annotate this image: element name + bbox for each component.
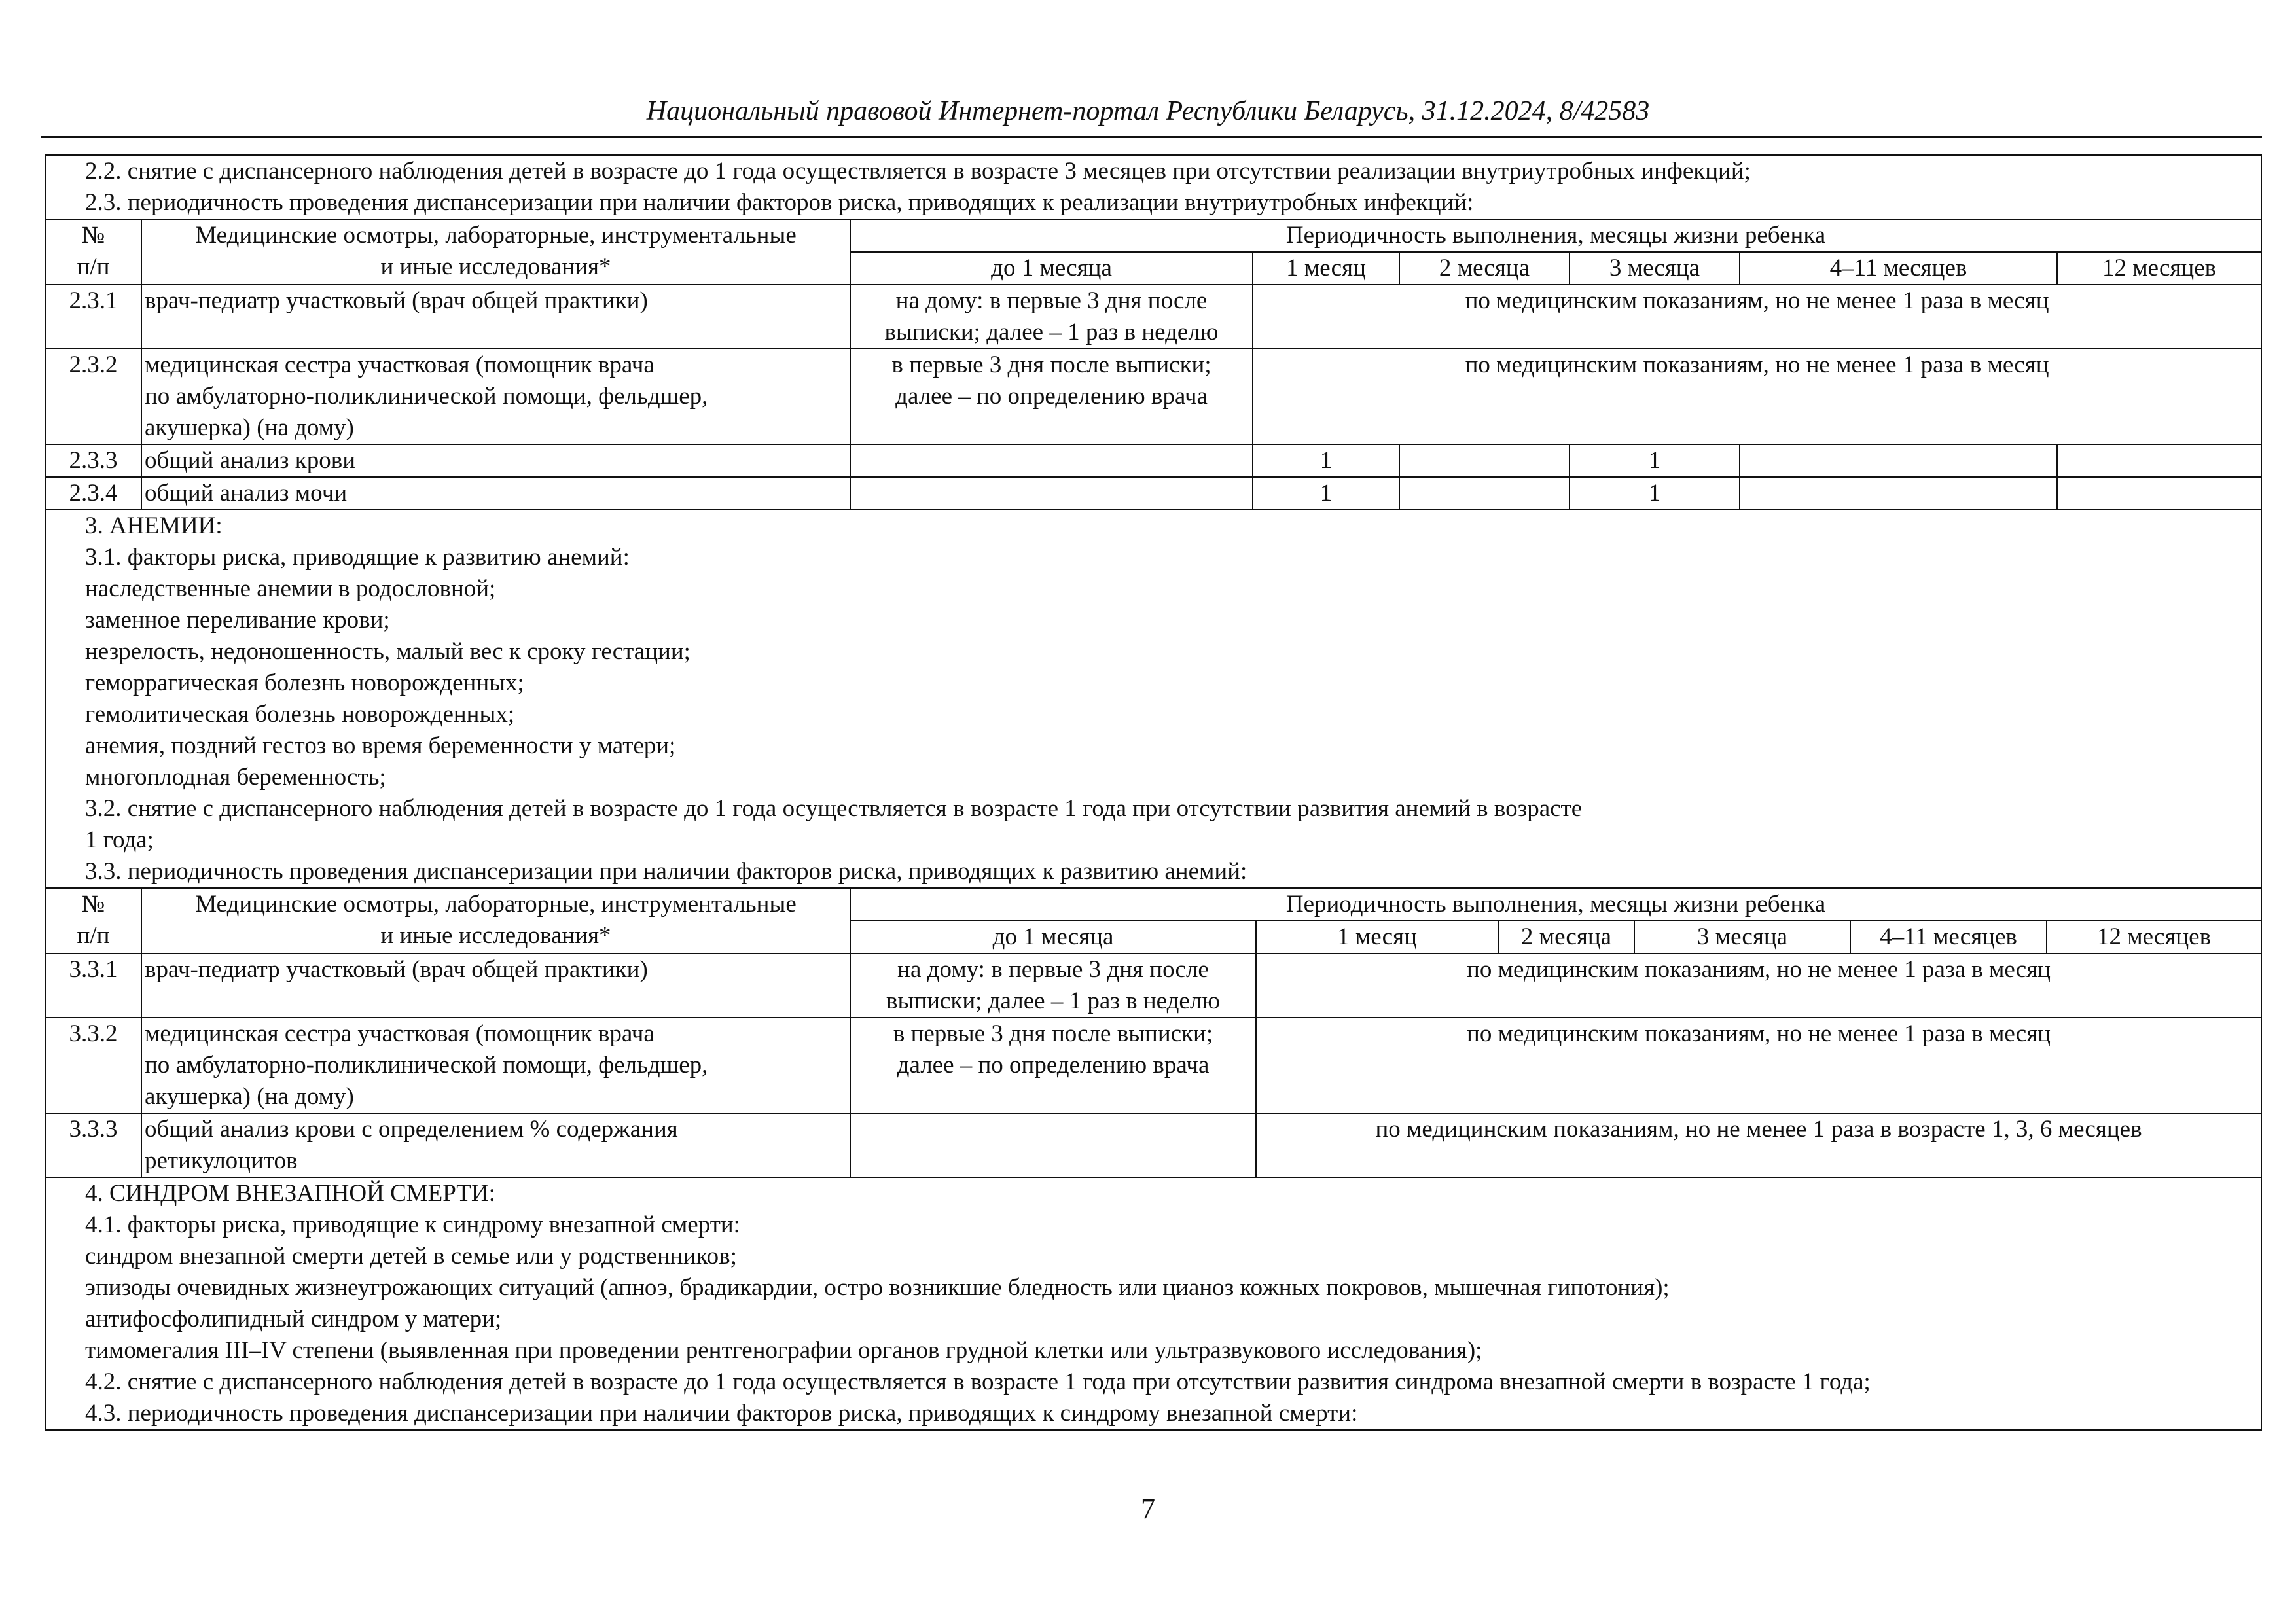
row-exam: общий анализ крови <box>141 444 850 477</box>
row-periodicity: по медицинским показаниям, но не менее 1 раза в месяц <box>1256 954 2261 1018</box>
col-header-month: 2 месяца <box>1399 252 1570 285</box>
table-2 <box>45 509 2262 1431</box>
row-cell: 1 <box>1253 444 1399 477</box>
row-first-month: в первые 3 дня после выписки; далее – по определению врача <box>850 349 1253 444</box>
col-header-month: до 1 месяца <box>850 252 1253 285</box>
section3-text: 3. АНЕМИИ: 3.1. факторы риска, приводящие к развитию анемий: наследственные анемии в родословной; заменное переливание крови; незрелость, недоношенность, малый вес к сроку гестации; геморрагическая болезнь новорожденных; гемолитическая болезнь новорожденных; анемия, поздний гестоз во время беременности у матери; многоплодная беременность; 3.2. снятие с диспансерного наблюдения детей в возрасте до 1 года осуществляется в возрасте 1 года при отсутствии развития анемий в возрасте 1 года; 3.3. периодичность проведения диспансеризации при наличии факторов риска, приводящих к развитию анемий: <box>45 510 2261 888</box>
col-header-month: 4–11 месяцев <box>1740 252 2057 285</box>
row-first-month <box>850 1113 1256 1177</box>
section4-text: 4. СИНДРОМ ВНЕЗАПНОЙ СМЕРТИ: 4.1. факторы риска, приводящие к синдрому внезапной смерти: синдром внезапной смерти детей в семье или у родственников; эпизоды очевидных жизнеугрожающих ситуаций (апноэ, брадикардии, остро возникшие бледность или цианоз кожных покровов, мышечная гипотония); антифосфолипидный синдром у матери; тимомегалия III–IV степени (выявленная при проведении рентгенографии органов грудной клетки или ультразвукового исследования); 4.2. снятие с диспансерного наблюдения детей в возрасте до 1 года осуществляется в возрасте 1 года при отсутствии развития синдрома внезапной смерти в возрасте 1 года; 4.3. периодичность проведения диспансеризации при наличии факторов риска, приводящих к синдрому внезапной смерти: <box>45 1177 2261 1430</box>
section3-text-row <box>45 510 2261 888</box>
col-header-month: 3 месяца <box>1570 252 1740 285</box>
table-row <box>45 1113 2261 1177</box>
section2-intro-row <box>45 155 2261 219</box>
row-first-month: на дому: в первые 3 дня после выписки; далее – 1 раз в неделю <box>850 954 1256 1018</box>
portal-header: Национальный правовой Интернет-портал Республики Беларусь, 31.12.2024, 8/42583 <box>646 96 1650 126</box>
document-body <box>45 154 2261 1431</box>
row-number: 2.3.3 <box>45 444 141 477</box>
col-header-month: 4–11 месяцев <box>1850 921 2047 954</box>
row-cell <box>1399 477 1570 510</box>
row-cell <box>850 477 1253 510</box>
col-header-month: 12 месяцев <box>2047 921 2261 954</box>
col-header-periodicity: Периодичность выполнения, месяцы жизни ребенка <box>850 219 2261 252</box>
row-number: 3.3.3 <box>45 1113 141 1177</box>
row-exam: общий анализ мочи <box>141 477 850 510</box>
col-header-month: 1 месяц <box>1253 252 1399 285</box>
row-cell <box>1740 477 2057 510</box>
row-exam: медицинская сестра участковая (помощник врача по амбулаторно-поликлинической помощи, фельдшер, акушерка) (на дому) <box>141 1018 850 1113</box>
col-header-month: 3 месяца <box>1634 921 1850 954</box>
row-number: 2.3.2 <box>45 349 141 444</box>
table-row <box>45 954 2261 1018</box>
row-cell: 1 <box>1570 477 1740 510</box>
row-exam: медицинская сестра участковая (помощник врача по амбулаторно-поликлинической помощи, фельдшер, акушерка) (на дому) <box>141 349 850 444</box>
row-periodicity: по медицинским показаниям, но не менее 1 раза в месяц <box>1253 349 2261 444</box>
row-cell <box>2057 477 2261 510</box>
row-periodicity: по медицинским показаниям, но не менее 1 раза в возрасте 1, 3, 6 месяцев <box>1256 1113 2261 1177</box>
col-header-month: 2 месяца <box>1498 921 1634 954</box>
row-number: 3.3.1 <box>45 954 141 1018</box>
row-periodicity: по медицинским показаниям, но не менее 1 раза в месяц <box>1253 285 2261 349</box>
row-number: 2.3.1 <box>45 285 141 349</box>
table-row <box>45 349 2261 444</box>
row-periodicity: по медицинским показаниям, но не менее 1 раза в месяц <box>1256 1018 2261 1113</box>
col-header-exam: Медицинские осмотры, лабораторные, инструментальные и иные исследования* <box>141 888 850 954</box>
row-cell <box>2057 444 2261 477</box>
col-header-month: 1 месяц <box>1256 921 1498 954</box>
row-number: 2.3.4 <box>45 477 141 510</box>
row-cell: 1 <box>1570 444 1740 477</box>
table-header-row <box>45 888 2261 921</box>
table-header-row <box>45 219 2261 252</box>
col-header-exam: Медицинские осмотры, лабораторные, инструментальные и иные исследования* <box>141 219 850 285</box>
intro-line: 2.2. снятие с диспансерного наблюдения детей в возрасте до 1 года осуществляется в возрасте 3 месяцев при отсутствии реализации внутриутробных инфекций; <box>85 158 1751 185</box>
row-cell <box>1399 444 1570 477</box>
col-header-num: № п/п <box>45 219 141 285</box>
col-header-periodicity: Периодичность выполнения, месяцы жизни ребенка <box>850 888 2261 921</box>
section2-intro <box>45 155 2261 219</box>
col-header-month: 12 месяцев <box>2057 252 2261 285</box>
col-header-month: до 1 месяца <box>850 921 1256 954</box>
row-exam: общий анализ крови с определением % содержания ретикулоцитов <box>141 1113 850 1177</box>
table-row <box>45 477 2261 510</box>
row-cell: 1 <box>1253 477 1399 510</box>
table-1 <box>45 154 2262 510</box>
row-first-month: в первые 3 дня после выписки; далее – по определению врача <box>850 1018 1256 1113</box>
col-header-num: № п/п <box>45 888 141 954</box>
table-row <box>45 444 2261 477</box>
row-number: 3.3.2 <box>45 1018 141 1113</box>
table-row <box>45 1018 2261 1113</box>
row-cell <box>1740 444 2057 477</box>
row-exam: врач-педиатр участковый (врач общей практики) <box>141 285 850 349</box>
row-first-month: на дому: в первые 3 дня после выписки; далее – 1 раз в неделю <box>850 285 1253 349</box>
header-divider <box>41 136 2262 138</box>
intro-line: 2.3. периодичность проведения диспансеризации при наличии факторов риска, приводящих к реализации внутриутробных инфекций: <box>85 189 1474 216</box>
page-number: 7 <box>1141 1493 1155 1525</box>
table-row <box>45 285 2261 349</box>
row-cell <box>850 444 1253 477</box>
row-exam: врач-педиатр участковый (врач общей практики) <box>141 954 850 1018</box>
section4-text-row <box>45 1177 2261 1430</box>
